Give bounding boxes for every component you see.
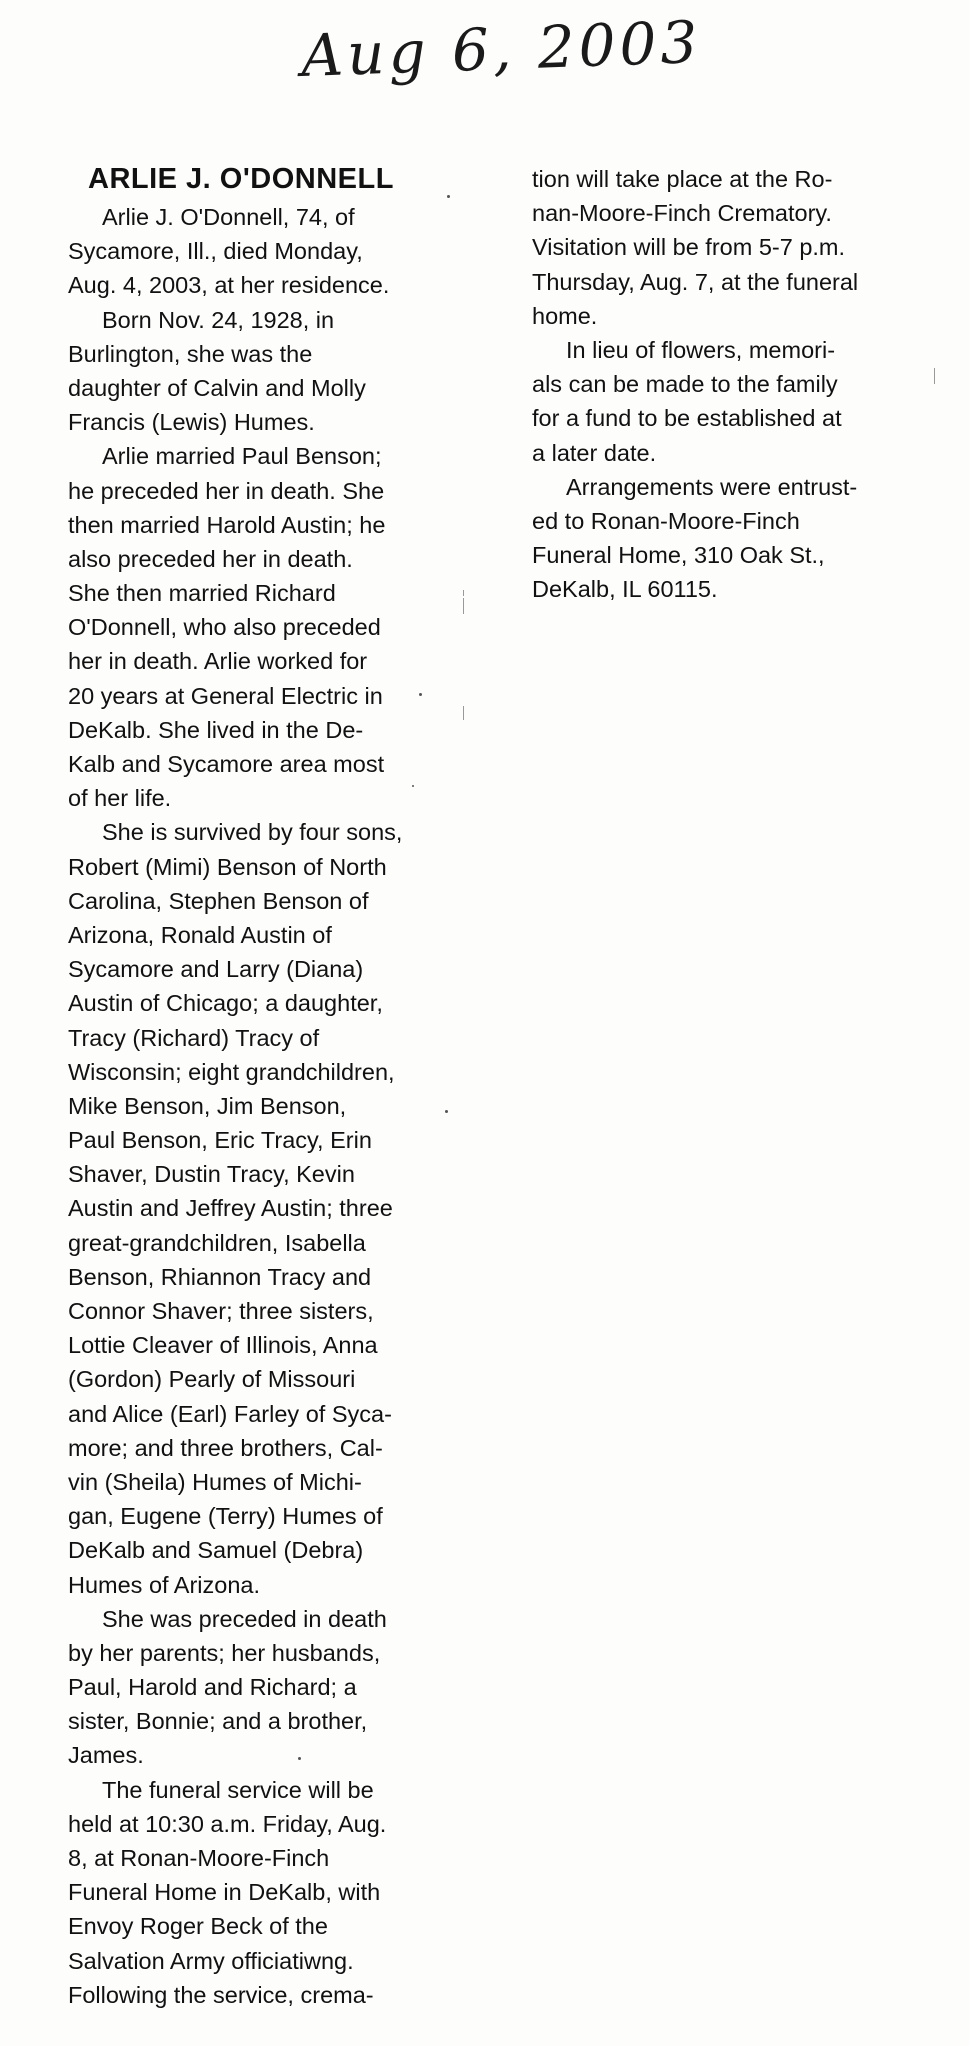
text-line: Arlie J. O'Donnell, 74, of bbox=[102, 204, 355, 230]
handwritten-date: Aug 6, 2003 bbox=[300, 8, 703, 90]
gutter-mark bbox=[463, 706, 464, 720]
text-line: Mike Benson, Jim Benson, bbox=[68, 1092, 347, 1119]
text-line: Thursday, Aug. 7, at the funeral bbox=[532, 268, 859, 295]
text-line: home. bbox=[532, 302, 598, 329]
text-line: O'Donnell, who also preceded bbox=[68, 614, 381, 641]
text-line: her in death. Arlie worked for bbox=[68, 648, 368, 675]
text-line: Robert (Mimi) Benson of North bbox=[68, 853, 387, 880]
text-line: for a fund to be established at bbox=[532, 405, 842, 432]
text-line: sister, Bonnie; and a brother, bbox=[68, 1708, 368, 1735]
text-line: Arizona, Ronald Austin of bbox=[68, 921, 332, 948]
text-line: Envoy Roger Beck of the bbox=[68, 1913, 328, 1940]
gutter-mark bbox=[463, 590, 464, 596]
text-line: Visitation will be from 5-7 p.m. bbox=[532, 234, 846, 261]
text-line: Connor Shaver; three sisters, bbox=[68, 1298, 374, 1324]
text-line: Tracy (Richard) Tracy of bbox=[68, 1024, 320, 1051]
right-column bbox=[532, 162, 922, 606]
text-line: She is survived by four sons, bbox=[102, 819, 403, 846]
text-line: a later date. bbox=[532, 439, 657, 466]
text-line: als can be made to the family bbox=[532, 371, 838, 398]
left-column bbox=[68, 162, 440, 2012]
text-line: She was preceded in death bbox=[102, 1605, 387, 1632]
left-column-text bbox=[68, 200, 440, 2012]
text-line: Sycamore and Larry (Diana) bbox=[68, 956, 364, 983]
scan-speck bbox=[298, 1757, 301, 1760]
text-line: Aug. 4, 2003, at her residence. bbox=[68, 272, 390, 299]
text-line: great-grandchildren, Isabella bbox=[68, 1229, 366, 1256]
text-line: DeKalb. She lived in the De- bbox=[68, 716, 364, 743]
text-line: Lottie Cleaver of Illinois, Anna bbox=[68, 1332, 378, 1359]
text-line: tion will take place at the Ro- bbox=[532, 166, 833, 192]
text-line: also preceded her in death. bbox=[68, 545, 353, 572]
text-line: James. bbox=[68, 1742, 144, 1769]
text-line: Shaver, Dustin Tracy, Kevin bbox=[68, 1161, 355, 1188]
text-line: In lieu of flowers, memori- bbox=[566, 336, 836, 363]
text-line: Salvation Army officiatiwng. bbox=[68, 1947, 354, 1974]
text-line: Austin and Jeffrey Austin; three bbox=[68, 1195, 393, 1222]
text-line: Burlington, she was the bbox=[68, 340, 313, 367]
text-line: and Alice (Earl) Farley of Syca- bbox=[68, 1400, 392, 1427]
text-line: Wisconsin; eight grandchildren, bbox=[68, 1058, 395, 1085]
text-line: Sycamore, Ill., died Monday, bbox=[68, 238, 363, 265]
scan-speck bbox=[412, 785, 414, 787]
text-line: Funeral Home, 310 Oak St., bbox=[532, 542, 825, 569]
text-line: ed to Ronan-Moore-Finch bbox=[532, 507, 800, 534]
text-line: The funeral service will be bbox=[102, 1776, 374, 1803]
text-line: Humes of Arizona. bbox=[68, 1571, 261, 1598]
text-line: nan-Moore-Finch Crematory. bbox=[532, 200, 832, 227]
text-line: 20 years at General Electric in bbox=[68, 682, 383, 709]
text-line: Benson, Rhiannon Tracy and bbox=[68, 1263, 372, 1290]
text-line: Paul Benson, Eric Tracy, Erin bbox=[68, 1127, 372, 1154]
text-line: Following the service, crema- bbox=[68, 1981, 374, 2008]
text-line: by her parents; her husbands, bbox=[68, 1639, 381, 1666]
right-column-text bbox=[532, 162, 922, 606]
text-line: She then married Richard bbox=[68, 580, 336, 607]
scan-speck bbox=[447, 195, 450, 198]
text-line: Born Nov. 24, 1928, in bbox=[102, 306, 335, 333]
scan-speck bbox=[445, 1110, 448, 1113]
text-line: Austin of Chicago; a daughter, bbox=[68, 990, 383, 1017]
text-line: Kalb and Sycamore area most bbox=[68, 751, 385, 777]
text-line: more; and three brothers, Cal- bbox=[68, 1434, 383, 1461]
obituary-headline: ARLIE J. O'DONNELL bbox=[88, 163, 394, 195]
scan-speck bbox=[419, 693, 422, 696]
text-line: of her life. bbox=[68, 785, 172, 812]
gutter-mark bbox=[934, 368, 935, 384]
text-line: then married Harold Austin; he bbox=[68, 511, 386, 538]
gutter-mark bbox=[463, 598, 464, 614]
text-line: daughter of Calvin and Molly bbox=[68, 374, 366, 401]
text-line: 8, at Ronan-Moore-Finch bbox=[68, 1845, 330, 1871]
text-line: gan, Eugene (Terry) Humes of bbox=[68, 1503, 383, 1530]
text-line: Francis (Lewis) Humes. bbox=[68, 409, 315, 436]
text-line: Paul, Harold and Richard; a bbox=[68, 1674, 357, 1701]
text-line: he preceded her in death. She bbox=[68, 477, 385, 504]
text-line: held at 10:30 a.m. Friday, Aug. bbox=[68, 1810, 387, 1837]
text-line: Arlie married Paul Benson; bbox=[102, 443, 382, 470]
text-line: vin (Sheila) Humes of Michi- bbox=[68, 1468, 362, 1495]
text-line: Arrangements were entrust- bbox=[566, 473, 858, 500]
text-line: Funeral Home in DeKalb, with bbox=[68, 1879, 381, 1906]
text-line: DeKalb, IL 60115. bbox=[532, 576, 718, 603]
text-line: Carolina, Stephen Benson of bbox=[68, 887, 369, 914]
text-line: (Gordon) Pearly of Missouri bbox=[68, 1366, 356, 1393]
text-line: DeKalb and Samuel (Debra) bbox=[68, 1537, 364, 1564]
